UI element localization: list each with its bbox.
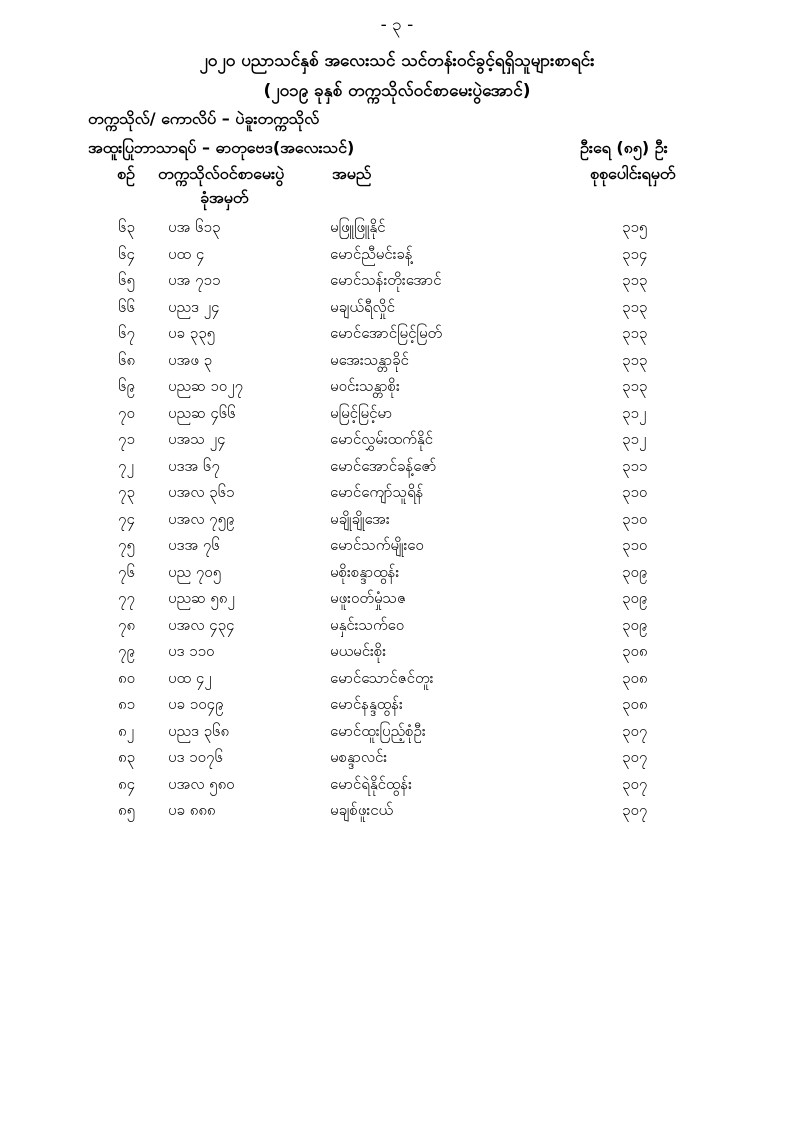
row-number: ၇၅ [118, 536, 135, 554]
student-name: မချယ်ရီလှိုင် [330, 297, 395, 316]
row-number: ၈၃ [118, 748, 136, 766]
student-name: မောင်ထူးပြည့်စုံဦး [330, 721, 426, 740]
major-subject-line: အထူးပြုဘာသာရပ် – ဓာတုဗေဒ(အလေးသင်) [88, 138, 355, 157]
total-marks: ၃၁၃ [622, 271, 648, 289]
row-number: ၇၃ [118, 483, 135, 501]
roll-number: ပဒအ ၆၇ [168, 456, 220, 475]
university-line: တက္ကသိုလ်/ ကောလိပ် – ပဲခူးတက္ကသိုလ် [88, 109, 320, 128]
table-row [0, 695, 794, 722]
column-header-name: အမည် [332, 164, 372, 183]
row-number: ၇၄ [118, 509, 135, 528]
row-number: ၇၉ [118, 642, 135, 660]
student-name: မစန္ဒာလင်း [330, 748, 388, 766]
roll-number: ပညဒ ၂၄ [168, 297, 220, 316]
student-name: မအေးသန္တာခိုင် [330, 350, 409, 369]
table-row [0, 218, 794, 245]
table-row [0, 775, 794, 802]
column-header-marks: စုစုပေါင်းရမှတ် [590, 164, 676, 183]
student-name: မချစ်ဖူးငယ် [330, 801, 394, 819]
row-number: ၆၇ [118, 324, 135, 342]
total-marks: ၃၁၂ [622, 403, 647, 422]
total-marks: ၃၀၈ [622, 642, 648, 660]
table-row [0, 589, 794, 616]
student-name: မစိုးစန္ဒာထွန်း [330, 562, 400, 581]
total-marks: ၃၁၃ [622, 297, 648, 316]
student-name: မောင်ကျော်သူရိန် [330, 483, 424, 501]
student-name: မောင်အောင်မြင့်မြတ် [330, 324, 443, 342]
row-number: ၆၈ [118, 350, 136, 369]
row-number: ၆၄ [118, 244, 135, 263]
total-marks: ၃၀၇ [622, 801, 648, 819]
roll-number: ပထ ၄ [168, 244, 205, 263]
student-name: မနှင်းသက်ဝေ [330, 615, 405, 634]
roll-number: ပညဆ ၁၀၂၇ [168, 377, 244, 395]
roll-number: ပဒ ၁၀၇၆ [168, 748, 223, 766]
table-row [0, 801, 794, 828]
total-marks: ၃၁၃ [622, 324, 648, 342]
roll-number: ပခ ၈၈၈ [168, 801, 216, 819]
total-marks: ၃၁၂ [622, 430, 647, 448]
roll-number: ပခ ၃၃၅ [168, 324, 216, 342]
total-marks: ၃၁၀ [622, 509, 648, 528]
total-marks: ၃၀၉ [622, 562, 648, 581]
row-number: ၇၇ [118, 589, 135, 607]
total-marks: ၃၀၇ [622, 774, 648, 793]
total-marks: ၃၁၁ [622, 456, 648, 475]
student-name: မောင်နန္ဒထွန်း [330, 695, 403, 713]
table-row [0, 457, 794, 484]
student-name: မောင်သောင်ဇင်တူး [330, 668, 434, 687]
row-number: ၇၆ [118, 562, 135, 581]
student-name: မမြင့်မြင့်မာ [330, 403, 393, 422]
total-marks: ၃၁၄ [622, 244, 648, 263]
student-name: မဖြူဖြူနိုင် [330, 218, 386, 236]
total-marks: ၃၁၃ [622, 350, 648, 369]
table-row [0, 298, 794, 325]
table-row [0, 430, 794, 457]
student-name: မောင်အောင်ခန့်ဇော် [330, 456, 437, 475]
row-number: ၈၀ [118, 668, 136, 687]
table-row [0, 616, 794, 643]
results-table [0, 218, 794, 828]
student-name: မောင်သက်မျိုးဝေ [330, 536, 424, 554]
total-marks: ၃၁၃ [622, 377, 648, 395]
total-marks: ၃၀၉ [622, 615, 648, 634]
table-row [0, 324, 794, 351]
total-marks: ၃၁၅ [622, 218, 648, 236]
page-number: - ၃ - [380, 15, 414, 35]
table-row [0, 377, 794, 404]
total-marks: ၃၀၈ [622, 668, 648, 687]
table-row [0, 642, 794, 669]
row-number: ၈၁ [118, 695, 136, 713]
row-number: ၆၉ [118, 377, 135, 395]
column-header-roll: တက္ကသိုလ်ဝင်စာမေးပွဲ [158, 164, 285, 183]
table-row [0, 271, 794, 298]
roll-number: ပခ ၁၀၄၉ [168, 695, 224, 713]
total-marks: ၃၁၀ [622, 536, 648, 554]
total-marks: ၃၁၀ [622, 483, 648, 501]
row-number: ၈၂ [118, 721, 134, 740]
roll-number: ပညဆ ၄၆၆ [168, 403, 236, 422]
row-number: ၆၃ [118, 218, 135, 236]
student-name: မယမင်းစိုး [330, 642, 387, 660]
column-header-no: စဉ် [117, 164, 135, 183]
roll-number: ပအလ ၃၆၁ [168, 483, 235, 501]
student-name: မဝင်းသန္တာစိုး [330, 377, 400, 395]
total-marks: ၃၀၉ [622, 589, 648, 607]
table-row [0, 536, 794, 563]
total-marks: ၃၀၇ [622, 748, 648, 766]
roll-number: ပည ၇၀၅ [168, 562, 222, 581]
row-number: ၇၂ [118, 456, 134, 475]
roll-number: ပအ ၆၁၃ [168, 218, 221, 236]
row-number: ၈၅ [118, 801, 136, 819]
table-row [0, 722, 794, 749]
page-title: ၂၀၂၀ ပညာသင်နှစ် အလေးသင် သင်တန်းဝင်ခွင့်ရရှိသူများစာရင်း [199, 51, 595, 71]
student-name: မောင်ညီမင်းခန့် [330, 244, 413, 263]
roll-number: ပညဆ ၅၈၂ [168, 589, 235, 607]
roll-number: ပအလ ၇၅၉ [168, 509, 235, 528]
student-name: မချိုချိုအေး [330, 509, 390, 528]
row-number: ၇၈ [118, 615, 136, 634]
table-row [0, 404, 794, 431]
roll-number: ပထ ၄၂ [168, 668, 212, 687]
table-row [0, 748, 794, 775]
roll-number: ပဒ ၁၁၀ [168, 642, 215, 660]
roll-number: ပအလ ၄၃၄ [168, 615, 235, 634]
roll-number: ပညဒ ၃၆၈ [168, 721, 230, 740]
student-name: မောင်လွှမ်းထက်နိုင် [330, 430, 433, 448]
table-row [0, 245, 794, 272]
table-row [0, 510, 794, 537]
student-name: မောင်ရဲနိုင်ထွန်း [330, 774, 412, 793]
total-marks: ၃၀၇ [622, 721, 648, 740]
roll-number: ပအသ ၂၄ [168, 430, 226, 448]
row-number: ၆၆ [118, 297, 135, 316]
row-number: ၈၄ [118, 774, 136, 793]
total-count: ဦးရေ (၈၅) ဦး [580, 138, 668, 157]
table-row [0, 669, 794, 696]
page-subtitle: (၂၀၁၉ ခုနှစ် တက္ကသိုလ်ဝင်စာမေးပွဲအောင်) [263, 81, 531, 101]
student-name: မောင်သန်းတိုးအောင် [330, 271, 442, 289]
row-number: ၇၀ [118, 403, 135, 422]
table-row [0, 483, 794, 510]
roll-number: ပဒအ ၇၆ [168, 536, 220, 554]
student-name: မဖူးဝတ်မှုံသဇ [330, 589, 406, 607]
table-row [0, 563, 794, 590]
roll-number: ပအလ ၅၈၀ [168, 774, 235, 793]
roll-number: ပအ ၇၁၁ [168, 271, 221, 289]
table-row [0, 351, 794, 378]
roll-number: ပအဖ ၃ [168, 350, 213, 369]
row-number: ၇၁ [118, 430, 135, 448]
column-header-roll-2: ခုံအမှတ် [200, 188, 249, 207]
total-marks: ၃၀၈ [622, 695, 648, 713]
row-number: ၆၅ [118, 271, 135, 289]
